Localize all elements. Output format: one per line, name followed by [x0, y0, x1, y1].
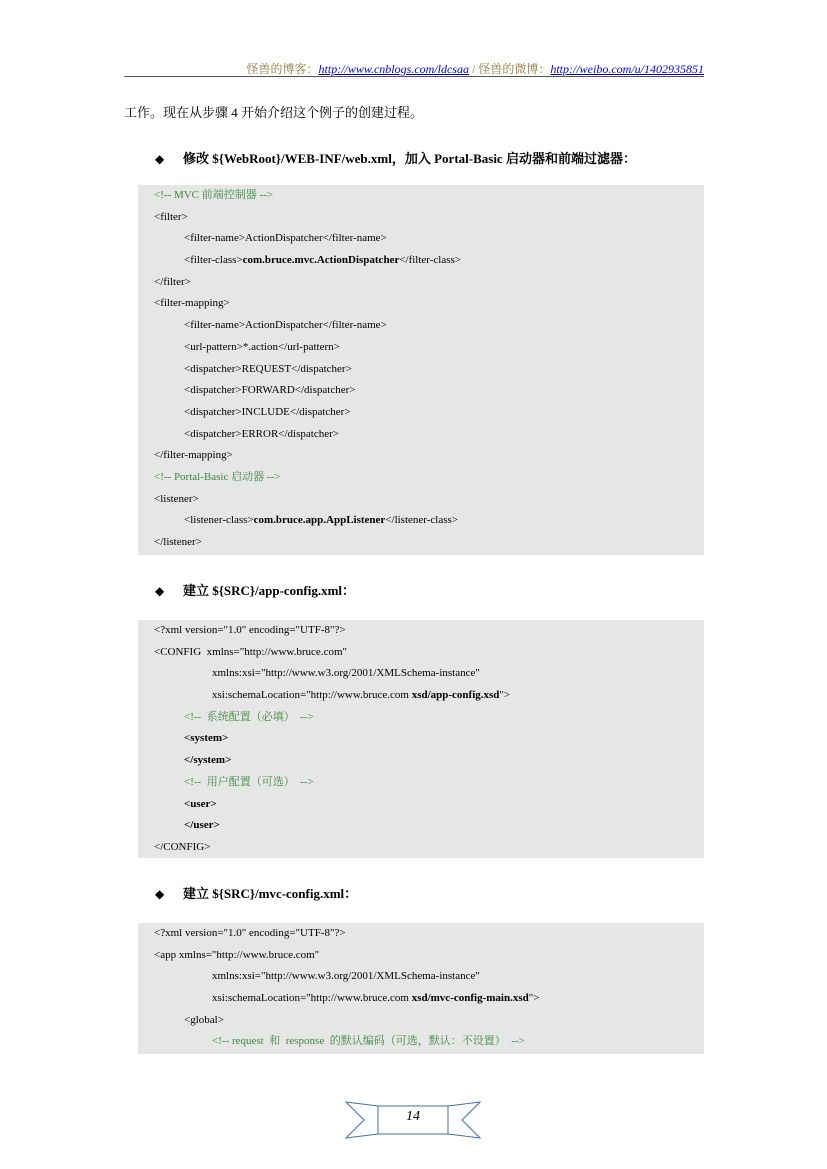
- header-separator: /: [468, 62, 479, 76]
- diamond-bullet-icon: ◆: [155, 887, 165, 901]
- code-line: </filter-mapping>: [154, 449, 233, 462]
- code-token: <filter-class>: [184, 254, 243, 267]
- code-line: <filter-name>ActionDispatcher</filter-name>: [184, 232, 387, 245]
- code-line: <dispatcher>REQUEST</dispatcher>: [184, 362, 352, 375]
- code-token-bold: xsd/mvc-config-main.xsd: [411, 992, 529, 1005]
- code-token: <listener-class>: [184, 514, 254, 527]
- code-line: <!-- request 和 response 的默认编码（可选，默认：不设置） -->: [212, 1035, 525, 1048]
- section-title: 建立 ${SRC}/app-config.xml：: [183, 583, 356, 598]
- code-line: <system>: [184, 732, 229, 745]
- code-line: <!-- 系统配置（必填） -->: [184, 710, 314, 723]
- code-line: [138, 250, 704, 272]
- code-line: xmlns:xsi="http://www.w3.org/2001/XMLSchema-instance": [212, 667, 480, 680]
- code-line: <?xml version="1.0" encoding="UTF-8"?>: [154, 927, 346, 939]
- code-line: </listener>: [154, 536, 202, 548]
- code-line: <url-pattern>*.action</url-pattern>: [184, 340, 340, 353]
- page-number: 14: [406, 1109, 420, 1124]
- blog-label: 怪兽的博客：: [246, 62, 319, 76]
- code-token-bold: com.bruce.app.AppListener: [253, 514, 386, 527]
- code-line: <filter>: [154, 210, 188, 223]
- section-title: 建立 ${SRC}/mvc-config.xml：: [183, 886, 358, 901]
- code-line: [138, 685, 704, 707]
- header-divider: [124, 76, 704, 77]
- code-line: <global>: [184, 1013, 224, 1026]
- code-line: <filter-name>ActionDispatcher</filter-name>: [184, 319, 387, 332]
- code-line: </CONFIG>: [154, 840, 211, 853]
- weibo-label: 怪兽的微博：: [478, 62, 551, 76]
- intro-paragraph: 工作。现在从步骤 4 开始介绍这个例子的创建过程。: [124, 105, 424, 120]
- code-line: <listener>: [154, 492, 199, 505]
- code-token-bold: com.bruce.mvc.ActionDispatcher: [242, 254, 400, 267]
- code-line: <filter-mapping>: [154, 297, 230, 310]
- section-heading-web-xml: [155, 148, 636, 167]
- code-line: <!-- Portal-Basic 启动器 -->: [154, 470, 281, 483]
- code-line: </filter>: [154, 275, 191, 288]
- weibo-link[interactable]: http://weibo.com/u/1402935851: [550, 62, 704, 76]
- code-line: <CONFIG xmlns="http://www.bruce.com": [154, 645, 347, 658]
- blog-link[interactable]: http://www.cnblogs.com/ldcsaa: [318, 62, 469, 76]
- code-line: <?xml version="1.0" encoding="UTF-8"?>: [154, 624, 346, 636]
- code-block-app-config: [138, 620, 704, 858]
- code-line: <dispatcher>ERROR</dispatcher>: [184, 427, 339, 440]
- diamond-bullet-icon: ◆: [155, 152, 165, 166]
- code-line: <!-- 用户配置（可选） -->: [184, 775, 314, 788]
- page-number-ribbon: [342, 1100, 484, 1140]
- section-title: 修改 ${WebRoot}/WEB-INF/web.xml，加入 Portal-Basic 启动器和前端过滤器：: [183, 151, 636, 166]
- code-block-mvc-config: [138, 923, 704, 1054]
- code-line: <dispatcher>FORWARD</dispatcher>: [184, 384, 356, 397]
- code-token: xsi:schemaLocation="http://www.bruce.com: [212, 992, 412, 1005]
- code-line: <!-- MVC 前端控制器 -->: [154, 189, 274, 201]
- code-token: ">: [499, 689, 511, 702]
- code-block-web-xml: [138, 185, 704, 555]
- diamond-bullet-icon: ◆: [155, 584, 165, 598]
- code-token-bold: xsd/app-config.xsd: [411, 689, 500, 702]
- code-line: <user>: [184, 797, 217, 810]
- code-line: </user>: [184, 819, 220, 832]
- section-heading-app-config: [155, 580, 355, 599]
- code-token: ">: [528, 992, 540, 1005]
- code-token: </listener-class>: [385, 514, 458, 527]
- code-token: xsi:schemaLocation="http://www.bruce.com: [212, 689, 412, 702]
- code-token: </filter-class>: [399, 254, 461, 267]
- code-line: <dispatcher>INCLUDE</dispatcher>: [184, 405, 351, 418]
- code-line: [138, 510, 704, 532]
- code-line: [138, 988, 704, 1010]
- code-line: xmlns:xsi="http://www.w3.org/2001/XMLSchema-instance": [212, 970, 480, 983]
- code-line: </system>: [184, 754, 232, 767]
- code-line: <app xmlns="http://www.bruce.com": [154, 948, 320, 961]
- section-heading-mvc-config: [155, 883, 357, 902]
